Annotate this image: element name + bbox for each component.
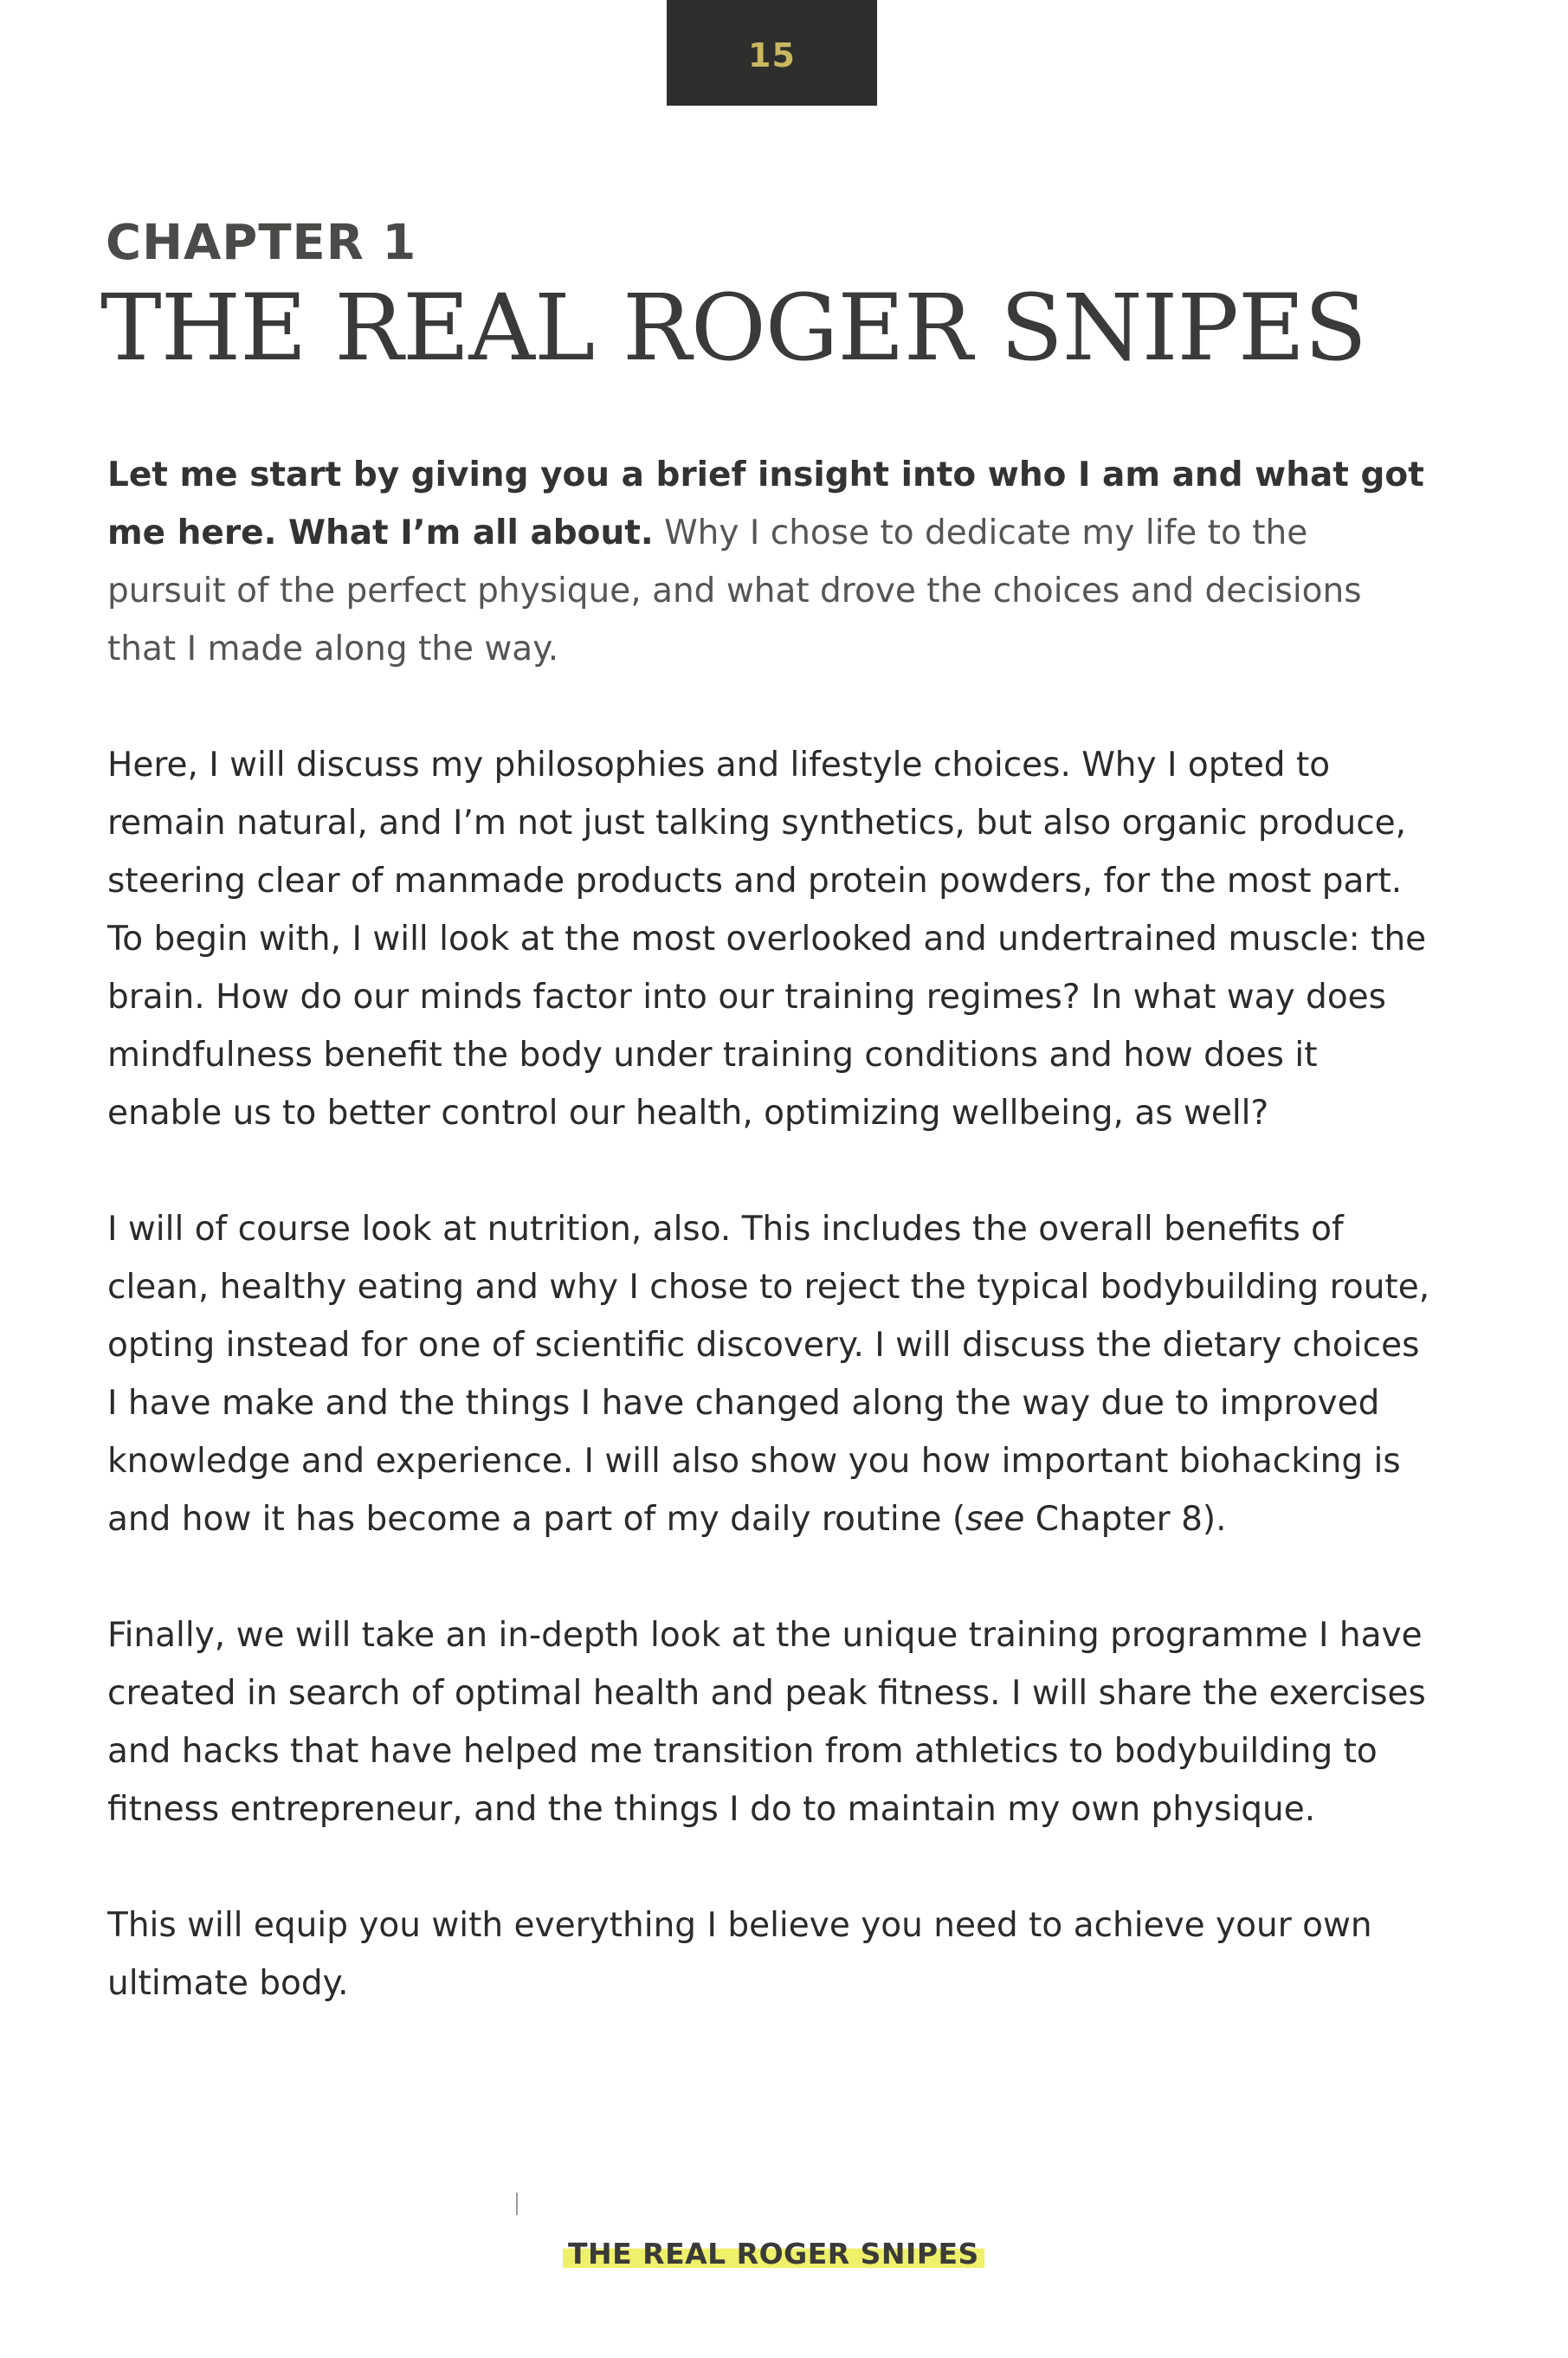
chapter-body [107, 446, 1432, 2071]
chapter-reference: Chapter 8). [1024, 1500, 1227, 1539]
chapter-title: THE REAL ROGER SNIPES [100, 275, 1366, 381]
paragraph-philosophies: Here, I will discuss my philosophies and lifestyle choices. Why I opted to remain natural, and I’m not just talking synthetics, but also organic produce, steering clear of manmade products and protein powders, for the most part. To begin with, I will look at the most overlooked and undertrained muscle: the brain. How do our minds factor into our training regimes? In what way does mindfulness benefit the body under training conditions and how does it enable us to better control our health, optimizing wellbeing, as well? [107, 746, 1427, 1133]
paragraph-nutrition-text: I will of course look at nutrition, also. This includes the overall benefits of clean, healthy eating and why I chose to reject the typical bodybuilding route, opting instead for one of scientific discovery. I will discuss the dietary choices I have make and the things I have changed along the way due to improved knowledge and experience. I will also show you how important biohacking is and how it has become a part of my daily routine ( [107, 1210, 1430, 1539]
footer-divider [516, 2193, 518, 2215]
intro-paragraph [107, 446, 1432, 678]
running-footer-title: THE REAL ROGER SNIPES [563, 2237, 984, 2271]
paragraph-nutrition [107, 1200, 1432, 1548]
paragraph-conclusion: This will equip you with everything I believe you need to achieve your own ultimate body. [107, 1906, 1372, 2003]
page-number: 15 [748, 36, 796, 74]
see-reference: see [965, 1500, 1025, 1539]
page-number-tab [667, 0, 877, 106]
intro-rest-text: Why I chose to dedicate my life to the pursuit of the perfect physique, and what drove the choices and decisions that I made along the way. [107, 514, 1362, 669]
chapter-label: CHAPTER 1 [106, 215, 417, 271]
intro-lead-text: Let me start by giving you a brief insight into who I am and what got me here. What I’m all about. [107, 455, 1424, 552]
paragraph-training: Finally, we will take an in-depth look at the unique training programme I have created in search of optimal health and peak fitness. I will share the exercises and hacks that have helped me transition from athletics to bodybuilding to fitness entrepreneur, and the things I do to maintain my own physique. [107, 1616, 1426, 1829]
